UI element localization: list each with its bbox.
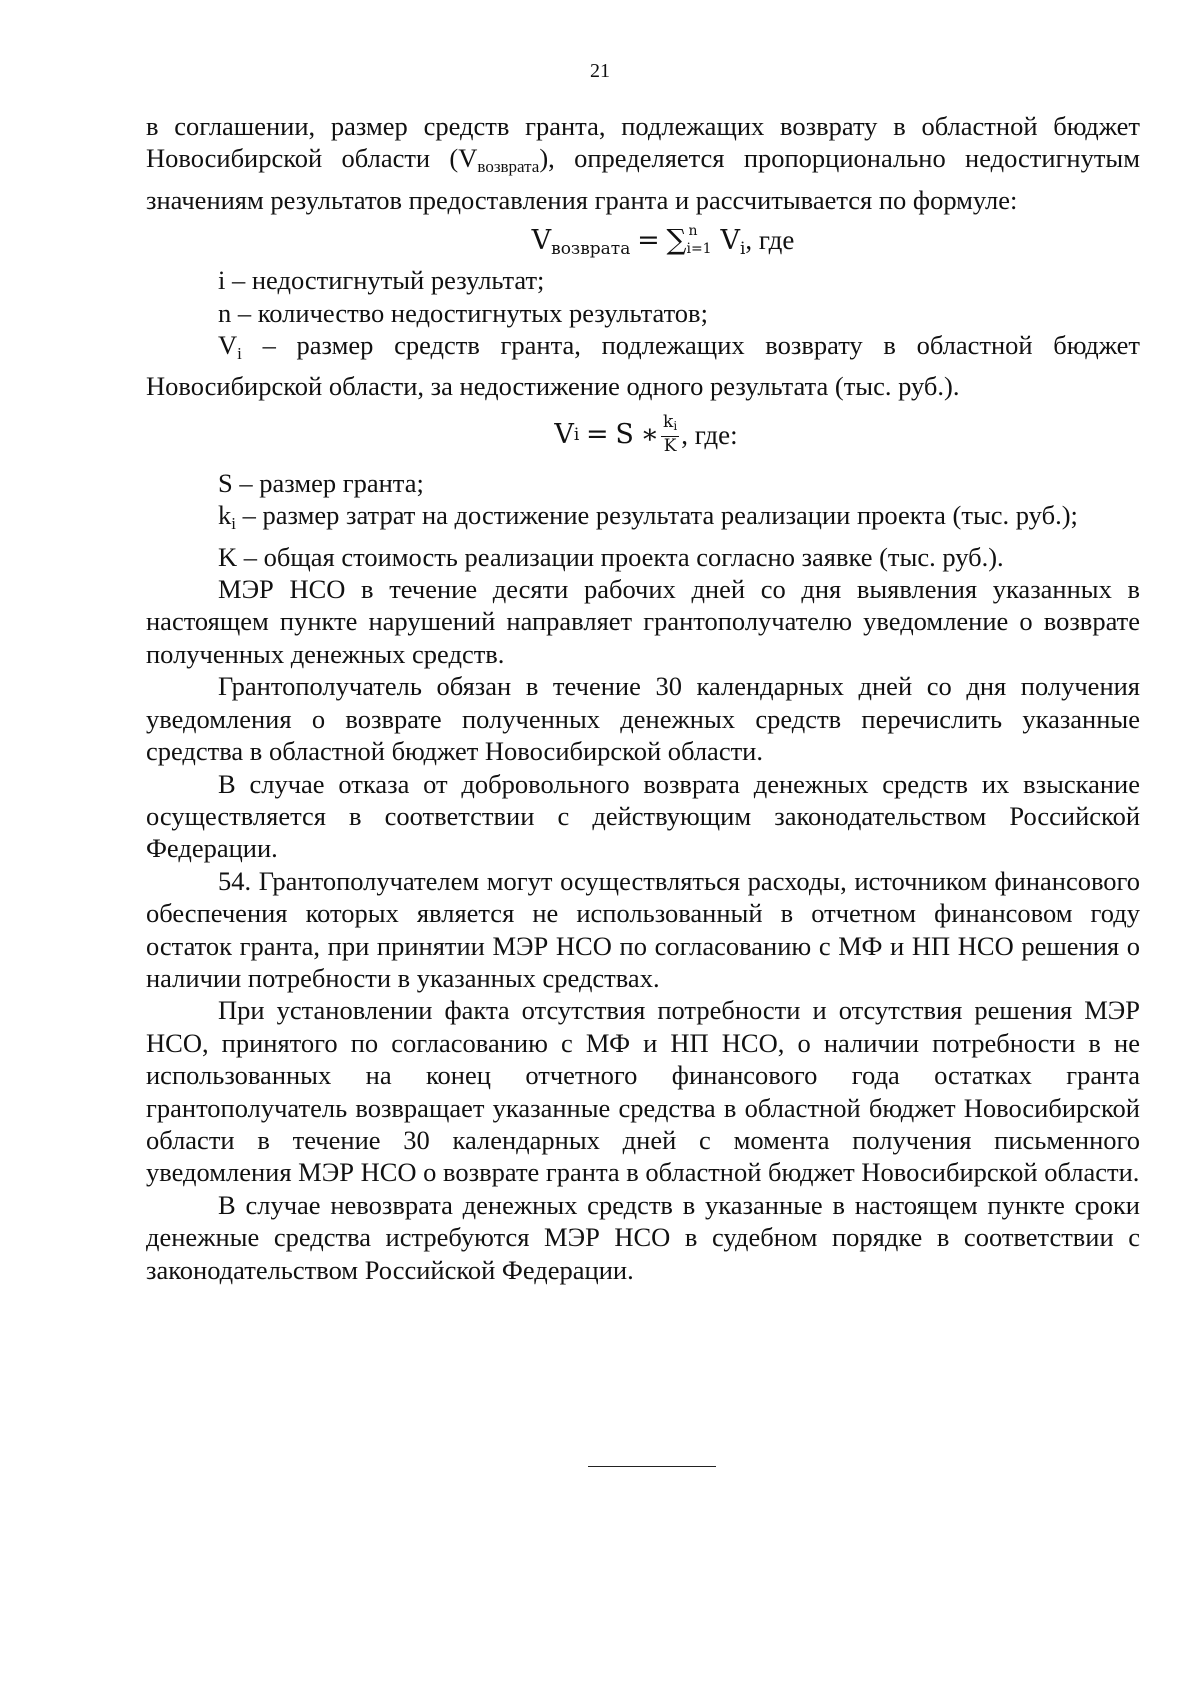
formula2-times: ∗ <box>640 418 660 450</box>
definition-i: i – недостигнутый результат; <box>218 265 545 296</box>
definition-s: S – размер гранта; <box>218 467 424 498</box>
intro-text-end: ), определяется пропорционально недостигнутым значениям результатов предоставления гранта и рассчитывается по формуле: <box>146 143 1140 215</box>
paragraph-no-need: При установлении факта отсутствия потребности и отсутствия решения МЭР НСО, принятого по согласованию с МФ и НП НСО, о наличии потребности в не использованных на конец отчетного финансового года остатках гранта грантополучатель возвращает указанные средства в областной бюджет Новосибирской области в течение 30 календарных дней с момента получения письменного уведомления МЭР НСО о возврате гранта в областной бюджет Новосибирской области. <box>146 995 1140 1188</box>
fraction-numerator <box>661 413 679 437</box>
vi-symbol: V <box>218 330 238 361</box>
intro-paragraph <box>146 110 1140 216</box>
document-body <box>146 110 1140 1286</box>
end-divider <box>588 1466 716 1467</box>
definition-vi <box>146 329 1140 403</box>
paragraph-item-54: 54. Грантополучателем могут осуществляться расходы, источником финансового обеспечения которых является не использованный в отчетном финансовом году остаток гранта, при принятии МЭР НСО по согласованию с МФ и НП НСО решения о наличии потребности в указанных средствах. <box>146 865 1140 993</box>
formula-vi <box>146 403 1140 467</box>
formula-equals: = <box>637 225 660 257</box>
page-number: 21 <box>590 60 610 82</box>
vi-subscript: i <box>237 344 242 364</box>
numerator-subscript: i <box>673 419 678 434</box>
formula-suffix: , где <box>745 225 795 256</box>
sum-symbol: ∑ <box>666 223 687 257</box>
formula2-fraction <box>661 413 679 456</box>
definition-k: K – общая стоимость реализации проекта согласно заявке (тыс. руб.). <box>218 541 1004 572</box>
paragraph-court: В случае невозврата денежных средств в указанные в настоящем пункте сроки денежные средства истребуются МЭР НСО в судебном порядке в соответствии с законодательством Российской Федерации. <box>146 1189 1140 1285</box>
sum-lower-limit: i=1 <box>686 241 712 258</box>
sum-upper-limit: n <box>688 223 698 240</box>
formula2-lhs-subscript: i <box>573 424 580 445</box>
numerator-symbol: k <box>663 412 674 433</box>
fraction-denominator: K <box>663 436 677 457</box>
formula2-s: S <box>615 418 634 450</box>
formula-lhs: V <box>531 225 552 257</box>
definition-n: n – количество недостигнутых результатов; <box>218 297 708 328</box>
intro-subscript: возврата <box>477 157 540 177</box>
formula-term-subscript: i <box>739 239 746 260</box>
formula2-suffix: , где: <box>681 419 738 450</box>
paragraph-obligation: Грантополучатель обязан в течение 30 календарных дней со дня получения уведомления о возврате полученных денежных средств перечислить указанные средства в областной бюджет Новосибирской области. <box>146 671 1140 767</box>
formula2-lhs: V <box>554 418 574 450</box>
formula2-equals: = <box>586 418 609 450</box>
ki-subscript: i <box>231 514 236 534</box>
sum-limits <box>686 223 720 258</box>
paragraph-refusal: В случае отказа от добровольного возврата денежных средств их взыскание осуществляется в соответствии с действующим законодательством Российской Федерации. <box>146 768 1140 864</box>
definition-ki <box>146 499 1140 540</box>
formula-return-sum <box>146 216 1140 264</box>
paragraph-notification: МЭР НСО в течение десяти рабочих дней со дня выявления указанных в настоящем пункте нарушений направляет грантополучателю уведомление о возврате полученных денежных средств. <box>146 574 1140 669</box>
vi-text: – размер средств гранта, подлежащих возврату в областной бюджет Новосибирской области, за недостижение одного результата (тыс. руб.). <box>146 330 1140 402</box>
ki-text: – размер затрат на достижение результата реализации проекта (тыс. руб.); <box>235 500 1078 531</box>
intro-text-start: в соглашении, размер средств гранта, подлежащих возврату в областной бюджет Новосибирской области (V <box>146 111 1140 174</box>
formula-lhs-subscript: возврата <box>551 239 631 260</box>
ki-symbol: k <box>218 500 232 531</box>
formula-term: V <box>720 225 740 257</box>
